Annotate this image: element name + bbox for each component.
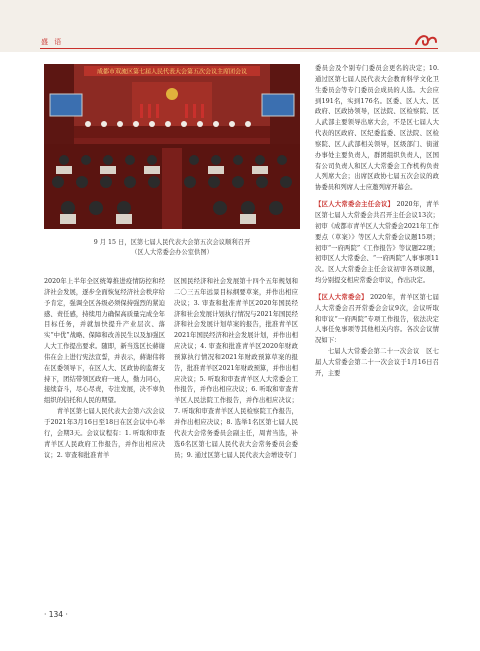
meeting-photo	[44, 64, 300, 229]
paragraph: 七届人大常委会第二十一次会议 区七届人大常委会第二十一次会议于1月16日召开，主要	[315, 348, 439, 377]
paragraph: 2020年上半年全区统筹推进疫情防控和经济社会发展，逐步全面恢复经济社会秩序给予肯定，强调全区各级必须保持强烈的紧迫感、责任感，持续用力确保高质量完成全年目标任务，并就加快提升产业层次、落实“中优”战略、保障和改善民生以及加强区人大工作提出要求。随即，新当选区长蔣谢伟在会上进行宪法宣誓，并表示，蔣谢伟将在区委领导下，在区人大、区政协的监督支持下，团结带领区政府一班人，勤力同心，接续奋斗，尽心尽责，专注发展，决不辜负组织的信托和人民的期望。	[44, 278, 165, 405]
paragraph-text: 2020年，青羊区第七届人大常委会召开常委会会议9次，会议听取和审议“一府两院”专项工作报告，依法决定人事任免事项等其他相关内容。各次会议情况如下：	[315, 293, 439, 345]
text-column-1	[44, 277, 165, 461]
section-heading: 【区人大常委会主任会议】	[315, 201, 395, 209]
header-band	[0, 0, 480, 52]
section-heading: 【区人大常委会】	[315, 293, 368, 301]
header-rule	[40, 48, 438, 49]
photo-caption	[44, 238, 300, 257]
decorative-swirl-logo	[414, 32, 438, 50]
paragraph-text: 2020年，青羊区第七届人大常委会共召开主任会议13次；初审《成都市青羊区人大常委会2021年工作要点（草案）》等区人大常委会议题15项；初审“一府两院”《工作报告》等议题22项；初审区人大常委会、“一府两院”人事事项11次。区人大常委会主任会议初审各项议题，均分别提交相应常委会审议，作出决定。	[315, 201, 439, 285]
caption-credit: （区人大常委会办公室供图）	[131, 248, 213, 256]
paragraph: 青羊区第七届人民代表大会第六次会议于2021年3月16日至18日在区会议中心举行，会期3天。会议议程有：1. 听取和审查青羊区人民政府工作报告，并作出相应决议；2. 审查和批准青羊	[44, 408, 165, 459]
caption-text: 9 月 15 日，区第七届人民代表大会第五次会议顺利召开	[93, 239, 251, 246]
stage-banner-text: 成都市双流区第七届人民代表大会第五次会议主席团会议	[96, 68, 248, 76]
section-label: 盛 语	[41, 38, 64, 46]
section-paragraph	[315, 293, 439, 347]
page-number: · 134 ·	[44, 610, 68, 619]
text-column-3	[315, 64, 439, 380]
paragraph: 区国民经济和社会发展第十四个五年规划和二〇三五年远景目标纲要草案，并作出相应决议；3. 审查和批准青羊区2020年国民经济和社会发展计划执行情况与2021年国民经济和社会发展计划草案的报告，批准青羊区2021年国民经济和社会发展计划，并作出相应决议；4. 审查和批准青羊区2020年财政预算执行情况和2021年财政预算草案的报告，批准青羊区2021年财政预算，并作出相应决议；5. 听取和审查青羊区人大常委会工作报告，并作出相应决议；6. 听取和审查青羊区人民法院工作报告，并作出相应决议；7. 听取和审查青羊区人民检察院工作报告，并作出相应决议；8. 选举1名区第七届人民代表大会常务委员会副主任，周青当选，补选6名区第七届人民代表大会常务委员会委员；9. 通过区第七届人民代表大会增设专门	[174, 278, 298, 459]
section-paragraph	[315, 200, 439, 287]
text-column-2	[174, 277, 298, 461]
paragraph: 委员会及个别专门委员会更名的决定；10. 通过区第七届人民代表大会教育科学文化卫生委员会等专门委员会成员的人选。大会应到191名，实到176名。区委、区人大、区政府、区政协领导，区法院、区检察院、区人武部主要领导出席大会，不是区七届人大代表的区政府、区纪委监委、区法院、区检察院、区人武部相关领导，区级部门、街道办事处主要负责人，群团组织负责人，区国有公司负责人和区人大常委会工作机构负责人列席大会；出席区政协七届五次会议的政协委员和列席人士应邀列席开幕会。	[315, 65, 439, 192]
